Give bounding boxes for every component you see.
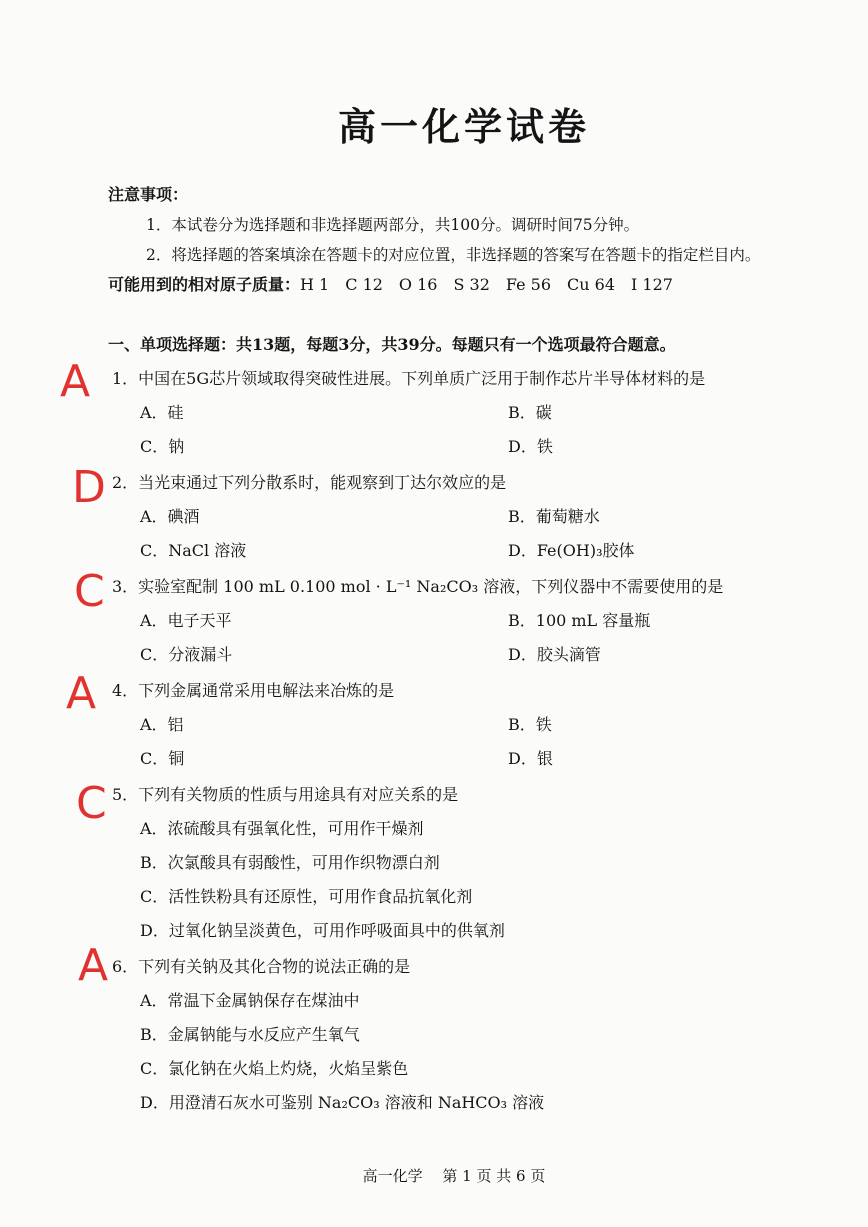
question-option: A．常温下金属钠保存在煤油中 [140,991,360,1010]
question-option: B．铁 [508,715,552,734]
question-option: A．电子天平 [140,611,232,630]
atomic-mass-values: H 1 C 12 O 16 S 32 Fe 56 Cu 64 I 127 [300,275,673,294]
notice-item-2: 2．将选择题的答案填涂在答题卡的对应位置，非选择题的答案写在答题卡的指定栏目内。 [146,246,761,264]
question-option: B．葡萄糖水 [508,507,600,526]
question-option: D．胶头滴管 [508,645,601,664]
question-stem: 2．当光束通过下列分散系时，能观察到丁达尔效应的是 [112,473,507,492]
question-option: B．次氯酸具有弱酸性，可用作织物漂白剂 [140,853,440,872]
handwritten-answer-mark: A [66,668,97,719]
question-option: B．100 mL 容量瓶 [508,611,651,630]
question-stem: 3．实验室配制 100 mL 0.100 mol · L⁻¹ Na₂CO₃ 溶液，下列仪器中不需要使用的是 [112,577,724,596]
question-option: B．碳 [508,403,552,422]
handwritten-answer-mark: C [76,778,107,829]
atomic-mass-line [108,274,673,296]
section-heading: 一、单项选择题：共13题，每题3分，共39分。每题只有一个选项最符合题意。 [108,335,676,354]
question-option: C．NaCl 溶液 [140,541,247,560]
question-option: C．钠 [140,437,185,456]
question-option: A．硅 [140,403,184,422]
handwritten-answer-mark: A [78,940,109,991]
handwritten-answer-mark: D [72,462,106,513]
handwritten-answer-mark: A [60,356,91,407]
question-option: C．氯化钠在火焰上灼烧，火焰呈紫色 [140,1059,409,1078]
question-option: C．分液漏斗 [140,645,233,664]
question-option: D．用澄清石灰水可鉴别 Na₂CO₃ 溶液和 NaHCO₃ 溶液 [140,1093,545,1112]
question-option: A．铝 [140,715,184,734]
page-title: 高一化学试卷 [337,104,590,149]
question-option: D．铁 [508,437,553,456]
handwritten-answer-mark: C [74,566,105,617]
question-option: B．金属钠能与水反应产生氧气 [140,1025,360,1044]
question-option: C．铜 [140,749,185,768]
question-stem: 4．下列金属通常采用电解法来冶炼的是 [112,681,395,700]
page-footer: 高一化学 第 1 页 共 6 页 [362,1167,546,1185]
question-stem: 1．中国在5G芯片领域取得突破性进展。下列单质广泛用于制作芯片半导体材料的是 [112,369,706,388]
question-stem: 6．下列有关钠及其化合物的说法正确的是 [112,957,411,976]
question-stem: 5．下列有关物质的性质与用途具有对应关系的是 [112,785,459,804]
question-option: A．浓硫酸具有强氧化性，可用作干燥剂 [140,819,424,838]
atomic-mass-label: 可能用到的相对原子质量： [108,275,301,294]
question-option: A．碘酒 [140,507,200,526]
question-option: D．过氧化钠呈淡黄色，可用作呼吸面具中的供氧剂 [140,921,505,940]
question-option: D．Fe(OH)₃胶体 [508,541,635,560]
question-option: C．活性铁粉具有还原性，可用作食品抗氧化剂 [140,887,473,906]
question-option: D．银 [508,749,553,768]
notice-item-1: 1．本试卷分为选择题和非选择题两部分，共100分。调研时间75分钟。 [146,216,640,234]
notice-heading: 注意事项： [108,185,189,204]
